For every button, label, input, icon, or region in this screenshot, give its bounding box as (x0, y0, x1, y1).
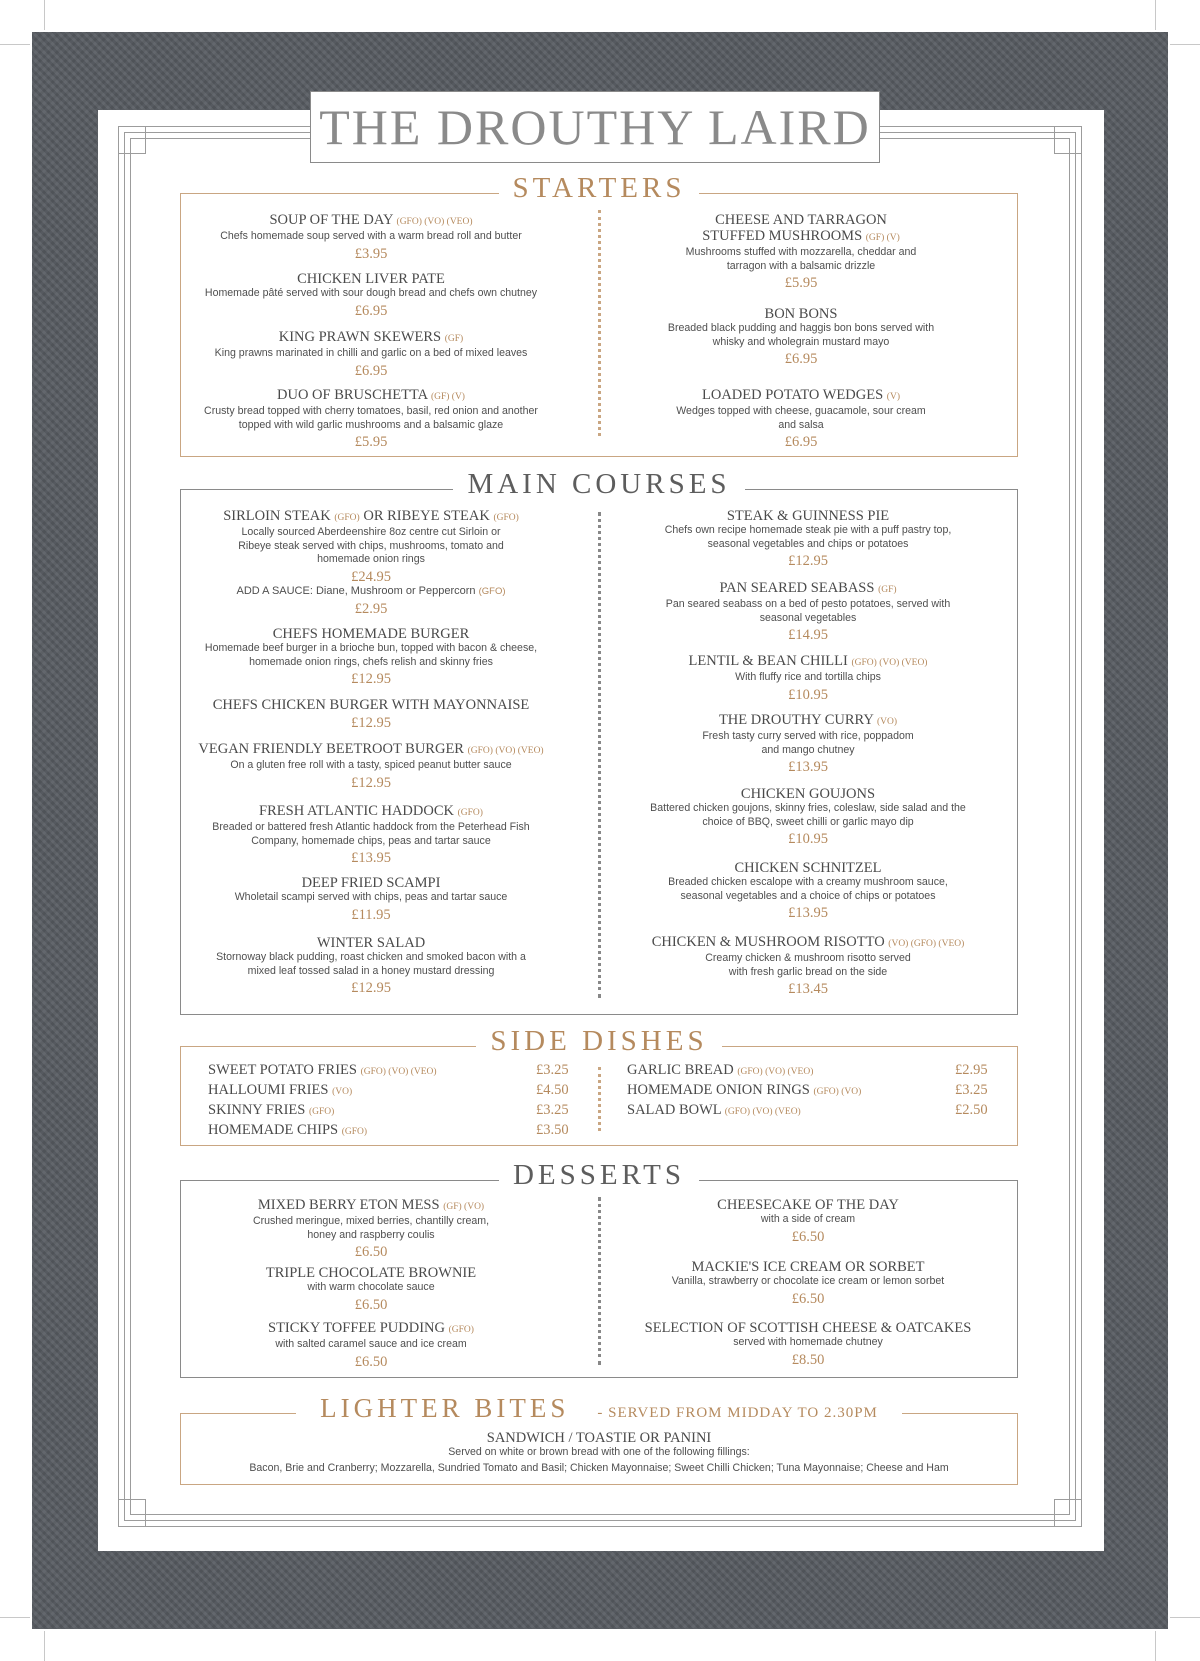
item-name: SOUP OF THE DAY (269, 212, 393, 228)
item-description: Chefs own recipe homemade steak pie with a puff pastry top, seasonal vegetables and chips or potatoes (664, 524, 952, 550)
item-description: Vanilla, strawberry or chocolate ice cream or lemon sorbet (671, 1275, 945, 1287)
dietary-tags: (GFO) (VO) (VEO) (724, 1107, 801, 1117)
item-price: £13.95 (351, 850, 391, 866)
menu-item (181, 1430, 1017, 1475)
item-price: £5.95 (784, 275, 818, 291)
column-divider (598, 210, 601, 436)
menu-item (191, 329, 551, 380)
menu-item (643, 1320, 973, 1369)
dietary-tags: (GFO) (VO) (VEO) (396, 217, 473, 227)
crop-mark (1155, 1631, 1156, 1661)
crop-mark (44, 1631, 45, 1661)
frame-corner (118, 126, 146, 154)
crop-mark (1155, 0, 1156, 30)
section-title-mains: MAIN COURSES (453, 470, 744, 499)
item-name: ADD A SAUCE: Diane, Mushroom or Peppercorn (236, 585, 476, 597)
item-price: £3.25 (955, 1082, 988, 1098)
menu-item (191, 626, 551, 688)
item-description: with warm chocolate sauce (307, 1281, 435, 1293)
dietary-tags: (VO) (876, 717, 898, 727)
item-price: £6.95 (784, 434, 818, 450)
dietary-tags: (GFO) (VO) (VEO) (360, 1067, 437, 1077)
item-price: £14.95 (788, 627, 828, 643)
menu-item (651, 212, 951, 292)
menu-item (191, 741, 551, 792)
menu-item (191, 803, 551, 867)
item-name: SANDWICH / TOASTIE OR PANINI (486, 1430, 712, 1446)
item-name: HOMEMADE ONION RINGS (627, 1082, 810, 1098)
item-name: DEEP FRIED SCAMPI (301, 875, 441, 891)
item-name: CHEESECAKE OF THE DAY (717, 1197, 899, 1213)
desserts-section (180, 1159, 1018, 1378)
menu-item (651, 387, 951, 451)
dietary-tags: (GFO) (478, 586, 506, 597)
item-price: £10.95 (788, 686, 828, 703)
side-dishes-section (180, 1025, 1018, 1146)
dietary-tags: (GF) (V) (865, 233, 900, 243)
item-price: £13.95 (788, 905, 828, 921)
item-price: £13.45 (788, 981, 828, 997)
menu-item (241, 1197, 501, 1261)
menu-item (643, 1259, 973, 1308)
item-description: Homemade pâté served with sour dough bread and chefs own chutney (204, 287, 538, 299)
side-item (627, 1082, 861, 1099)
item-name: MIXED BERRY ETON MESS (257, 1197, 440, 1213)
item-name: LENTIL & BEAN CHILLI (688, 653, 848, 669)
menu-item (643, 860, 973, 922)
item-name: SELECTION OF SCOTTISH CHEESE & OATCAKES (644, 1320, 972, 1336)
restaurant-title-box (310, 91, 880, 163)
menu-item (191, 387, 551, 451)
item-price: £6.50 (791, 1228, 825, 1245)
item-description: Fresh tasty curry served with rice, poppadom and mango chutney (702, 730, 914, 756)
dietary-tags: (GFO) (334, 513, 360, 523)
crop-mark (44, 0, 45, 30)
main-courses-section (180, 468, 1018, 1015)
dietary-tags: (V) (886, 392, 900, 402)
menu-item (643, 1197, 973, 1246)
item-name: MACKIE'S ICE CREAM OR SORBET (691, 1259, 925, 1275)
side-item (208, 1082, 352, 1099)
menu-item (241, 1320, 501, 1371)
item-price: £10.95 (788, 831, 828, 847)
item-price: £3.50 (536, 1122, 569, 1138)
item-name: TRIPLE CHOCOLATE BROWNIE (265, 1265, 477, 1281)
restaurant-name: THE DROUTHY LAIRD (319, 99, 871, 155)
item-price: £6.95 (354, 362, 388, 379)
item-price: £2.95 (955, 1062, 988, 1078)
item-description: Wedges topped with cheese, guacamole, sour cream and salsa (676, 405, 926, 431)
menu-item (191, 935, 551, 997)
dietary-tags: (GFO) (VO) (813, 1087, 862, 1097)
item-name: STEAK & GUINNESS PIE (726, 508, 890, 524)
menu-item (191, 875, 551, 924)
menu-item (191, 697, 551, 732)
item-price: £24.95 (351, 568, 391, 585)
dietary-tags: (GF) (878, 585, 897, 595)
dietary-tags: (GFO) (VO) (VEO) (467, 746, 544, 756)
item-description: Pan seared seabass on a bed of pesto potatoes, served with seasonal vegetables (665, 598, 951, 624)
item-name: STICKY TOFFEE PUDDING (268, 1320, 445, 1336)
side-item (627, 1062, 813, 1079)
item-name: CHICKEN GOUJONS (740, 786, 876, 802)
item-name: WINTER SALAD (316, 935, 426, 951)
lighter-bites-section (180, 1393, 1018, 1485)
item-name: CHEESE AND TARRAGON (715, 212, 887, 228)
item-description: Breaded chicken escalope with a creamy mushroom sauce, seasonal vegetables and a choice of chips or potatoes (668, 876, 948, 902)
item-name: THE DROUTHY CURRY (718, 712, 874, 728)
item-price: £6.95 (354, 302, 388, 319)
item-name: HALLOUMI FRIES (208, 1082, 329, 1098)
item-description: Chefs homemade soup served with a warm bread roll and butter (220, 230, 522, 242)
menu-item (643, 786, 973, 848)
dietary-tags: (GFO) (VO) (VEO) (851, 658, 928, 668)
dietary-tags: (GFO) (308, 1107, 335, 1117)
dietary-tags: (GFO) (341, 1127, 368, 1137)
item-name: VEGAN FRIENDLY BEETROOT BURGER (198, 741, 464, 757)
item-price: £3.25 (536, 1102, 569, 1118)
dietary-tags: (GFO) (493, 513, 519, 523)
item-description: Creamy chicken & mushroom risotto served with fresh garlic bread on the side (705, 952, 911, 978)
item-price: £6.50 (354, 1353, 388, 1370)
section-title-starters: STARTERS (499, 174, 700, 203)
crop-mark (0, 44, 30, 45)
section-title-desserts: DESSERTS (499, 1161, 699, 1190)
side-item (627, 1102, 801, 1119)
frame-corner (1054, 1499, 1082, 1527)
item-name: SKINNY FRIES (208, 1102, 306, 1118)
item-description: Mushrooms stuffed with mozzarella, cheddar and tarragon with a balsamic drizzle (685, 246, 917, 272)
item-name: CHICKEN & MUSHROOM RISOTTO (651, 934, 885, 950)
item-name: PAN SEARED SEABASS (719, 580, 875, 596)
item-description: King prawns marinated in chilli and garlic on a bed of mixed leaves (214, 347, 528, 359)
crop-mark (1170, 1617, 1200, 1618)
item-name: SIRLOIN STEAK (223, 508, 331, 524)
item-price: £5.95 (354, 434, 388, 450)
frame-corner (1054, 126, 1082, 154)
item-description: Breaded or battered fresh Atlantic haddock from the Peterhead Fish Company, homemade chips, peas and tartar sauce (212, 821, 530, 847)
item-name: CHICKEN SCHNITZEL (734, 860, 882, 876)
dietary-tags: (GF) (VO) (443, 1202, 485, 1212)
item-price: £12.95 (351, 671, 391, 687)
menu-item (643, 934, 973, 998)
item-price: £2.95 (354, 600, 388, 617)
column-divider (598, 512, 601, 998)
item-name: CHEFS CHICKEN BURGER WITH MAYONNAISE (212, 697, 530, 713)
dietary-tags: (VO) (332, 1087, 353, 1097)
crop-mark (1170, 44, 1200, 45)
side-item (208, 1122, 367, 1139)
menu-item (191, 212, 551, 263)
dietary-tags: (GFO) (457, 808, 483, 818)
side-item (208, 1102, 334, 1119)
section-title-sides: SIDE DISHES (476, 1027, 721, 1056)
menu-item (643, 580, 973, 644)
item-description: Battered chicken goujons, skinny fries, coleslaw, side salad and the choice of BBQ, sweet chilli or garlic mayo dip (650, 802, 966, 828)
item-name: FRESH ATLANTIC HADDOCK (259, 803, 454, 819)
item-name-alt: OR RIBEYE STEAK (363, 508, 490, 524)
item-name: KING PRAWN SKEWERS (278, 329, 442, 345)
serving-times: - SERVED FROM MIDDAY TO 2.30PM (585, 1406, 890, 1421)
item-price: £2.50 (955, 1102, 988, 1118)
item-description: On a gluten free roll with a tasty, spiced peanut butter sauce (230, 759, 512, 771)
dietary-tags: (GF) (444, 334, 464, 344)
item-name: CHEFS HOMEMADE BURGER (272, 626, 470, 642)
menu-item (241, 1265, 501, 1314)
item-price: £6.50 (354, 1296, 388, 1313)
menu-item (651, 306, 951, 368)
menu-item (643, 653, 973, 704)
item-description: Breaded black pudding and haggis bon bons served with whisky and wholegrain mustard mayo (667, 322, 935, 348)
item-price: £12.95 (351, 715, 391, 731)
starters-section (180, 172, 1018, 457)
item-price: £12.95 (788, 553, 828, 569)
item-price: £11.95 (351, 906, 391, 923)
item-name: SALAD BOWL (627, 1102, 722, 1118)
item-name: CHICKEN LIVER PATE (297, 271, 445, 287)
frame-corner (118, 1499, 146, 1527)
item-price: £12.95 (351, 980, 391, 996)
crop-mark (0, 1617, 30, 1618)
item-price: £3.95 (354, 245, 388, 262)
item-price: £6.50 (791, 1290, 825, 1307)
item-price: £6.95 (784, 351, 818, 367)
fillings-list: Bacon, Brie and Cranberry; Mozzarella, Sundried Tomato and Basil; Chicken Mayonnaise; Sweet Chilli Chicken; Tuna Mayonnaise; Cheese and Ham (249, 1461, 949, 1474)
section-title-lighter-bites: LIGHTER BITES (308, 1395, 581, 1422)
dietary-tags: (GFO) (448, 1325, 474, 1335)
item-name: DUO OF BRUSCHETTA (277, 387, 428, 403)
menu-item (191, 271, 551, 320)
item-description: with salted caramel sauce and ice cream (275, 1338, 467, 1350)
item-description: Crusty bread topped with cherry tomatoes, basil, red onion and another topped with wild garlic mushrooms and a balsamic glaze (204, 405, 538, 431)
column-divider (598, 1067, 601, 1131)
item-description: Stornoway black pudding, roast chicken and smoked bacon with a mixed leaf tossed salad in a honey mustard dressing (216, 951, 526, 977)
item-name: BON BONS (764, 306, 838, 322)
item-price: £12.95 (351, 774, 391, 791)
item-description: Wholetail scampi served with chips, peas and tartar sauce (234, 891, 508, 903)
item-price: £13.95 (788, 759, 828, 775)
menu-item (191, 508, 551, 586)
item-price: £3.25 (536, 1062, 569, 1078)
item-description: Homemade beef burger in a brioche bun, topped with bacon & cheese, homemade onion rings, chefs relish and skinny fries (204, 642, 538, 668)
menu-item (643, 508, 973, 570)
item-description: Crushed meringue, mixed berries, chantilly cream, honey and raspberry coulis (252, 1215, 490, 1241)
item-description: served with homemade chutney (733, 1336, 883, 1348)
item-description: With fluffy rice and tortilla chips (735, 671, 881, 683)
column-divider (598, 1197, 601, 1365)
item-price: £4.50 (536, 1082, 569, 1098)
dietary-tags: (GFO) (VO) (VEO) (737, 1067, 814, 1077)
item-description: Locally sourced Aberdeenshire 8oz centre cut Sirloin or Ribeye steak served with chips, mushrooms, tomato and homemade onion rings (238, 526, 504, 565)
side-item (208, 1062, 437, 1079)
menu-item (643, 712, 973, 776)
item-description: with a side of cream (760, 1213, 856, 1225)
dietary-tags: (GF) (V) (430, 392, 465, 402)
item-name: LOADED POTATO WEDGES (702, 387, 884, 403)
item-description: Served on white or brown bread with one of the following fillings: (448, 1446, 750, 1458)
item-name: SWEET POTATO FRIES (208, 1062, 357, 1078)
item-name: HOMEMADE CHIPS (208, 1122, 339, 1138)
item-price: £6.50 (354, 1244, 388, 1260)
item-name: GARLIC BREAD (627, 1062, 734, 1078)
menu-item (191, 585, 551, 618)
dietary-tags: (VO) (GFO) (VEO) (888, 939, 965, 949)
item-price: £8.50 (791, 1351, 825, 1368)
item-name-line2: STUFFED MUSHROOMS (702, 228, 863, 244)
